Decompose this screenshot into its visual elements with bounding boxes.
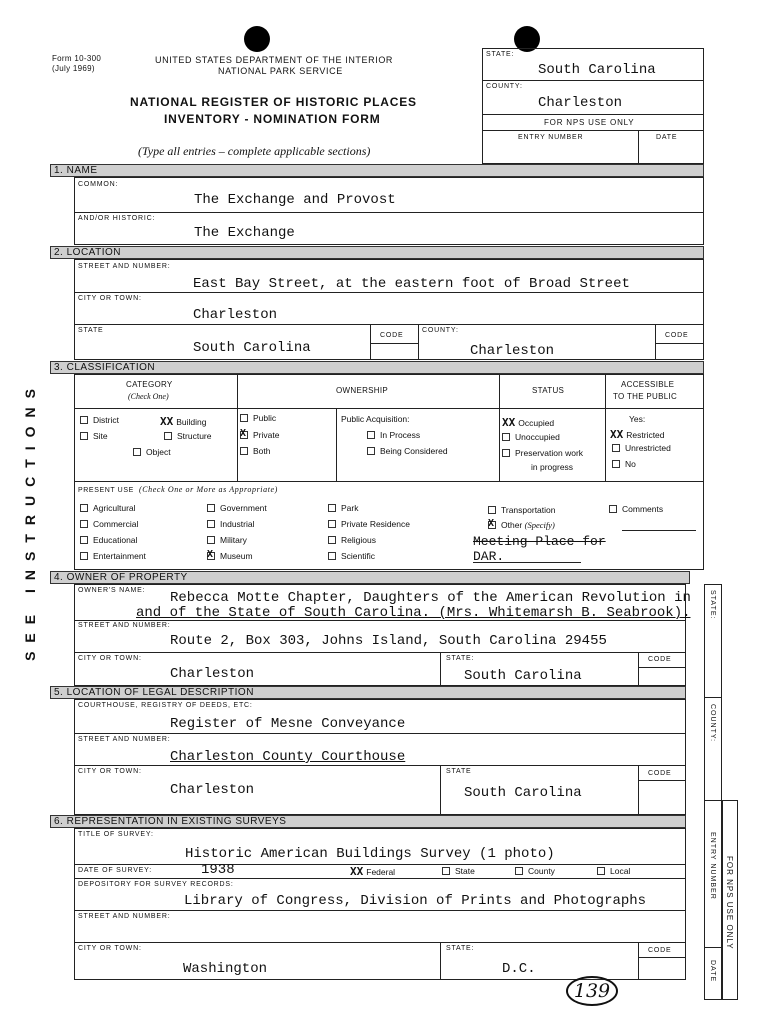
margin-nps-label: FOR NPS USE ONLY [725, 856, 734, 950]
owner-street: Route 2, Box 303, Johns Island, South Carolina 29455 [170, 633, 607, 649]
owner-name-1: Rebecca Motte Chapter, Daughters of the American Revolution in [170, 590, 691, 606]
form-subtitle: INVENTORY - NOMINATION FORM [164, 112, 381, 126]
transportation-option[interactable]: Transportation [488, 505, 556, 515]
restricted-option[interactable]: XX Restricted [610, 428, 665, 441]
district-option[interactable]: District [80, 415, 119, 425]
check-one-note: (Check One) [128, 392, 169, 401]
private-option[interactable]: XPrivate [240, 430, 279, 440]
owner-city-label: CITY OR TOWN: [78, 655, 142, 662]
government-option[interactable]: Government [207, 503, 267, 513]
being-considered-option[interactable]: Being Considered [367, 446, 448, 456]
location-street: East Bay Street, at the eastern foot of Broad Street [193, 276, 630, 292]
military-option[interactable]: Military [207, 535, 247, 545]
location-county: Charleston [470, 343, 555, 359]
owner-label: OWNER'S NAME: [78, 587, 146, 594]
category-label: CATEGORY [126, 380, 173, 389]
public-option[interactable]: Public [240, 413, 276, 423]
agricultural-option[interactable]: Agricultural [80, 503, 136, 513]
punch-hole [244, 26, 270, 52]
service: NATIONAL PARK SERVICE [218, 66, 343, 76]
courthouse-label: COURTHOUSE, REGISTRY OF DEEDS, ETC: [78, 702, 253, 709]
section-2-box [74, 259, 704, 360]
ownership-label: OWNERSHIP [336, 386, 389, 395]
commercial-option[interactable]: Commercial [80, 519, 138, 529]
legal-code-label: CODE [648, 770, 672, 777]
legal-city-label: CITY OR TOWN: [78, 768, 142, 775]
header-county-label: COUNTY: [486, 83, 523, 90]
object-option[interactable]: Object [133, 447, 171, 457]
site-option[interactable]: Site [80, 431, 108, 441]
historic-label: AND/OR HISTORIC: [78, 215, 156, 222]
legal-city: Charleston [170, 782, 255, 798]
code-label: CODE [380, 332, 404, 339]
instructions: (Type all entries – complete applicable sections) [138, 144, 371, 158]
other-option[interactable]: XOther (Specify) [488, 520, 555, 530]
page-number: 139 [566, 976, 618, 1006]
survey-code-label: CODE [648, 947, 672, 954]
in-process-option[interactable]: In Process [367, 430, 420, 440]
common-name: The Exchange and Provost [194, 192, 396, 208]
local-survey-option[interactable]: Local [597, 866, 630, 876]
preservation-option[interactable]: Preservation work [502, 448, 583, 458]
status-label: STATUS [532, 386, 565, 395]
entertainment-option[interactable]: Entertainment [80, 551, 146, 561]
owner-city: Charleston [170, 666, 255, 682]
survey-date-label: DATE OF SURVEY: [78, 867, 152, 874]
other-use-text-2: DAR. [473, 549, 505, 564]
county-label: COUNTY: [422, 327, 459, 334]
accessible-label-2: TO THE PUBLIC [613, 392, 678, 401]
religious-option[interactable]: Religious [328, 535, 376, 545]
other-use-text: Meeting Place for [473, 534, 606, 549]
federal-option[interactable]: XX Federal [350, 865, 396, 878]
legal-state: South Carolina [464, 785, 582, 801]
accessible-label: ACCESSIBLE [621, 380, 675, 389]
comments-option[interactable]: Comments [609, 504, 663, 514]
section-1-header: 1. NAME [50, 164, 704, 177]
historic-name: The Exchange [194, 225, 295, 241]
city-label: CITY OR TOWN: [78, 295, 142, 302]
form-title: NATIONAL REGISTER OF HISTORIC PLACES [130, 95, 417, 109]
header-county: Charleston [538, 95, 623, 111]
owner-name-2: and of the State of South Carolina. (Mrs. Whitemarsh B. Seabrook). [136, 605, 691, 621]
industrial-option[interactable]: Industrial [207, 519, 255, 529]
structure-option[interactable]: Structure [164, 431, 212, 441]
legal-state-label: STATE [446, 768, 472, 775]
depository: Library of Congress, Division of Prints and Photographs [184, 893, 647, 909]
code2-label: CODE [665, 332, 689, 339]
preservation-option-2: in progress [531, 462, 574, 472]
park-option[interactable]: Park [328, 503, 358, 513]
side-instructions: SEE INSTRUCTIONS [22, 380, 38, 661]
both-option[interactable]: Both [240, 446, 271, 456]
yes-label: Yes: [629, 414, 646, 424]
survey-date: 1938 [201, 862, 235, 878]
educational-option[interactable]: Educational [80, 535, 137, 545]
museum-option[interactable]: XMuseum [207, 551, 253, 561]
owner-state-label: STATE: [446, 655, 475, 662]
margin-county-label: COUNTY: [709, 704, 716, 743]
header-state: South Carolina [538, 62, 656, 78]
building-option[interactable]: XX Building [160, 415, 207, 428]
survey-state-label: STATE: [446, 945, 475, 952]
entry-number-label: ENTRY NUMBER [518, 134, 584, 141]
occupied-option[interactable]: XX Occupied [502, 416, 555, 429]
date-label: DATE [656, 134, 678, 141]
scientific-option[interactable]: Scientific [328, 551, 375, 561]
courthouse: Register of Mesne Conveyance [170, 716, 406, 732]
survey-street-label: STREET AND NUMBER: [78, 913, 171, 920]
unoccupied-option[interactable]: Unoccupied [502, 432, 560, 442]
location-state: South Carolina [193, 340, 311, 356]
survey-state: D.C. [502, 961, 536, 977]
owner-state: South Carolina [464, 668, 582, 684]
public-acquisition-label: Public Acquisition: [341, 414, 410, 424]
survey-title: Historic American Buildings Survey (1 photo) [185, 846, 555, 862]
section-5-header: 5. LOCATION OF LEGAL DESCRIPTION [50, 686, 686, 699]
common-label: COMMON: [78, 181, 119, 188]
margin-state-label: STATE: [709, 590, 716, 620]
section-3-header: 3. CLASSIFICATION [50, 361, 704, 374]
section-4-header: 4. OWNER OF PROPERTY [50, 571, 690, 584]
legal-street-label: STREET AND NUMBER: [78, 736, 171, 743]
present-use-label: PRESENT USE (Check One or More as Appropriate) [78, 485, 278, 494]
margin-date-label: DATE [709, 960, 716, 983]
form-date: (July 1969) [52, 64, 95, 73]
depository-label: DEPOSITORY FOR SURVEY RECORDS: [78, 881, 234, 888]
survey-title-label: TITLE OF SURVEY: [78, 831, 154, 838]
owner-code-label: CODE [648, 656, 672, 663]
owner-street-label: STREET AND NUMBER: [78, 622, 171, 629]
section-6-header: 6. REPRESENTATION IN EXISTING SURVEYS [50, 815, 686, 828]
state-survey-option[interactable]: State [442, 866, 475, 876]
legal-street: Charleston County Courthouse [170, 749, 406, 765]
section-2-header: 2. LOCATION [50, 246, 704, 259]
section-1-box [74, 177, 704, 245]
no-option[interactable]: No [612, 459, 636, 469]
survey-city-label: CITY OR TOWN: [78, 945, 142, 952]
county-survey-option[interactable]: County [515, 866, 555, 876]
nps-use-label: FOR NPS USE ONLY [544, 118, 635, 127]
state-label: STATE [78, 327, 104, 334]
street-label: STREET AND NUMBER: [78, 263, 171, 270]
agency: UNITED STATES DEPARTMENT OF THE INTERIOR [155, 55, 394, 65]
form-number: Form 10-300 [52, 54, 102, 63]
unrestricted-option[interactable]: Unrestricted [612, 443, 671, 453]
header-state-label: STATE: [486, 51, 515, 58]
margin-entry-label: ENTRY NUMBER [709, 832, 716, 900]
private-residence-option[interactable]: Private Residence [328, 519, 410, 529]
location-city: Charleston [193, 307, 278, 323]
classification-table [74, 374, 704, 570]
present-use-note: (Check One or More as Appropriate) [138, 485, 278, 494]
survey-city: Washington [183, 961, 268, 977]
